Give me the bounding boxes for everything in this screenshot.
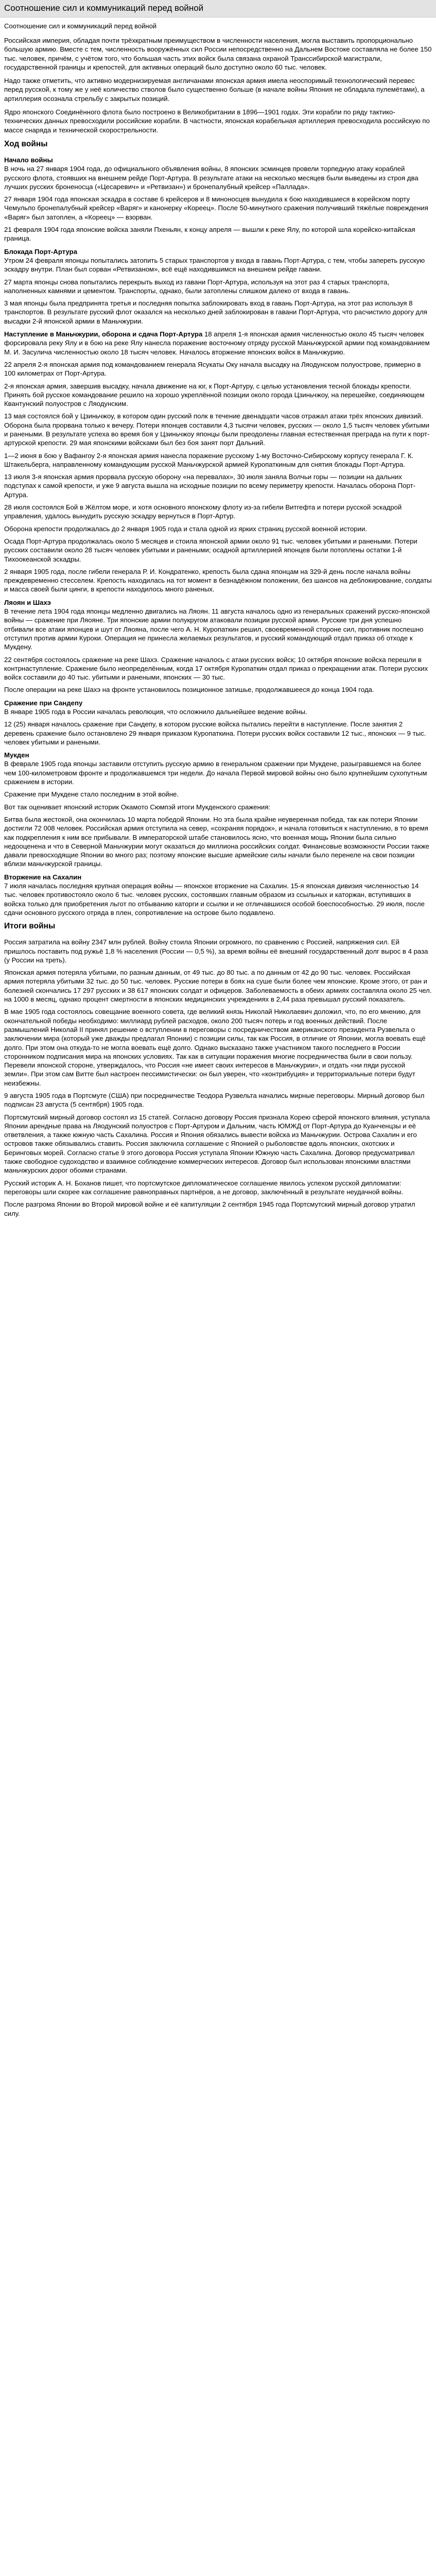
section-heading-results: Итоги войны xyxy=(4,922,56,931)
paragraph: 3 мая японцы была предпринята третья и последняя попытка заблокировать вход в гавань Порт-Артура, на этот раз используя 8 транспортов. В результате русский флот оказался на несколько дней заблокирован в гавани Порт-Артура, что расчистило дорогу для высадки 2-й японской армии в Маньчжурии. xyxy=(4,299,428,325)
paragraph: 21 февраля 1904 года японские войска заняли Пхеньян, к концу апреля — вышли к реке Ялу, по которой шла корейско-китайская граница. xyxy=(4,226,415,243)
paragraph: В январе 1905 года в России началась революция, что осложнило дальнейшее ведение войны. xyxy=(4,708,307,716)
block-mukden xyxy=(4,751,432,869)
block-liaoyang-shahe xyxy=(4,598,432,694)
block-title: Сражение при Сандепу xyxy=(4,699,83,707)
page xyxy=(0,0,436,1218)
section-heading-war: Ход войны xyxy=(4,139,48,148)
paragraph: В феврале 1905 года японцы заставили отступить русскую армию в генеральном сражении при Мукдене, разыгравшемся на более чем 100-километровом фронте и продолжавшемся три недели. До начала Первой мировой войны оно было крупнейшим сухопутным сражением в истории. xyxy=(4,760,427,786)
paragraph: 27 марта японцы снова попытались перекрыть выход из гавани Порт-Артура, используя на этот раз 4 старых транспорта, наполненных камнями и цементом. Транспорты, однако, были затоплены слишком далеко от входа в гавань. xyxy=(4,278,390,295)
paragraph: В ночь на 27 января 1904 года, до официального объявления войны, 8 японских эсминцев провели торпедную атаку кораблей русского флота, стоявших на внешнем рейде Порт-Артура. В результате атаки на несколько месяцев были выведены из строя два лучших русских броненосца («Цесаревич» и «Ретвизан») и бронепалубный крейсер «Паллада». xyxy=(4,165,418,191)
paragraph: 13 июля 3-я японская армия прорвала русскую оборону «на перевалах», 30 июля заняла Волчьи горы — позиции на дальних подступах к самой крепости, и уже 9 августа вышла на исходные позиции по всему периметру крепости. Началась оборона Порт-Артура. xyxy=(4,473,415,499)
paragraph: Русский историк А. Н. Боханов пишет, что портсмутское дипломатическое соглашение явилось успехом русской дипломатии: переговоры шли скорее как соглашение равноправных партнёров, а не договор, заключённый в результате неудачной войны. xyxy=(4,1179,404,1196)
paragraph: 2-я японская армия, завершив высадку, начала движение на юг, к Порт-Артуру, с целью установления тесной блокады крепости. Принять бой русское командование решило на хорошо укреплённой позиции около города Цзиньчжоу, на перешейке, соединяющем Квантунский полуостров с Ляодунским. xyxy=(4,382,425,408)
block-manchuria-offensive xyxy=(4,330,432,594)
block-sakhalin xyxy=(4,873,432,917)
paragraph: 12 (25) января началось сражение при Сандепу, в котором русские войска пытались перейти в наступление. После занятия 2 деревень сражение было остановлено 29 января приказом Куропаткина. Потери русских войск составили 12 тыс., японских — 9 тыс. человек убитыми и ранеными. xyxy=(4,720,426,746)
paragraph: После операции на реке Шахэ на фронте установилось позиционное затишье, продолжавшееся до конца 1904 года. xyxy=(4,686,374,694)
paragraph: 2 января 1905 года, после гибели генерала Р. И. Кондратенко, крепость была сдана японцам на 329-й день после начала войны преждевременно стесселем. Крепость находилась на тот момент в безнадёжном положении, без шансов на деблокирование, солдаты и масса своей были цинги, в крепости находилось много раненых. xyxy=(4,567,432,594)
paragraph: 27 января 1904 года японская эскадра в составе 6 крейсеров и 8 миноносцев вынудила к бою находившиеся в корейском порту Чемульпо бронепалубный крейсер «Варяг» и канонерку «Кореец». После 50-минутного сражения получивший тяжёлые повреждения «Варяг» был затоплен, а «Кореец» — взорван. xyxy=(4,195,428,221)
paragraph: Утром 24 февраля японцы попытались затопить 5 старых транспортов у входа в гавань Порт-Артура, с тем, чтобы запереть русскую эскадру внутри. План был сорван «Ретвизаном», всё ещё находившимся на внешнем рейде гавани. xyxy=(4,256,425,274)
block-title: Начало войны xyxy=(4,156,53,164)
block-title-inline: Наступление в Маньчжурии, оборона и сдача Порт-Артура xyxy=(4,330,203,338)
paragraph: 22 апреля 2-я японская армия под командованием генерала Ясукаты Оку начала высадку на Ляодунском полуострове, примерно в 100 километрах от Порт-Артура. xyxy=(4,360,421,378)
paragraph: В мае 1905 года состоялось совещание военного совета, где великий князь Николай Николаевич доложил, что, по его мнению, для окончательной победы необходимо: миллиард рублей расходов, около 200 тысяч потерь и год военных действий. После размышлений Николай II принял решение о вступлении в переговоры с посредничеством американского президента Рузвельта о заключении мира (который уже дважды предлагал Японии) с позиции силы, так как Россия, в отличие от Японии, могла воевать ещё долго. При этом она откуда-то не могла воевать ещё долго. Однако высказано также участником такого последнего в России сторонником подписания мира на японских условиях. Так как в ситуации поражения многие посредничества были в свои пользу. Перевели японской стороне, утверждалось, что Россия «не имеет своих интересов в Маньчжурии», и отдать «ни пяди русской земли». При этом сам Витте был настроен пессимистически: он был уверен, что «контрибуция» и территориальные потери будут неизбежны. xyxy=(4,1008,426,1087)
paragraph: 13 мая состоялся бой у Цзиньчжоу, в котором один русский полк в течение двенадцати часов отражал атаки трёх японских дивизий. Оборона была прорвана только к вечеру. Потери японцев составили 4,3 тысячи человек, русских — около 1,5 тысяч человек убитыми и ранеными. В результате успеха во время боя у Цзиньчжоу японцы были преодолены главная естественная преграда на пути к порт-артурской крепости. 29 мая японскими войсками был без боя занят порт Дальний. xyxy=(4,412,430,447)
paragraph: Россия затратила на войну 2347 млн рублей. Войну стоила Японии огромного, по сравнению с Россией, напряжения сил. Ей пришлось поставить под ружьё 1,8 % населения (России — 0,5 %), за время войны её внешний государственный долг вырос в 4 раза (у России на треть). xyxy=(4,938,428,964)
paragraph: Битва была жестокой, она окончилась 10 марта победой Японии. Но эта была крайне неуверенная победа, так как потери Японии достигли 72 008 человек. Российская армия отступила на север, «сохраняя порядок», и начала готовиться к наступлению, в то время как подкрепления к ним все прибывали. В императорской штабе становилось ясно, что военная мощь Японии была сильно недооценена и что в Северной Маньчжурии могут оказаться до миллиона российских солдат. Финансовые возможности России также давали превосходящие Японии во много раз; поэтому японские высшие армейские силы начали было перенеле на свои позиции вблизи маньчжурской границы. xyxy=(4,815,429,868)
paragraph: 9 августа 1905 года в Портсмуте (США) при посредничестве Теодора Рузвельта начались мирные переговоры. Мирный договор был подписан 23 августа (5 сентября) 1905 года. xyxy=(4,1091,425,1109)
paragraph: Сражение при Мукдене стало последним в этой войне. xyxy=(4,790,179,799)
block-title: Блокада Порт-Артура xyxy=(4,247,78,256)
paragraph: Японская армия потеряла убитыми, по разным данным, от 49 тыс. до 80 тыс. а по данным от 42 до 90 тыс. человек. Российская армия потеряла убитыми 32 тыс. до 50 тыс. человек. Русские потери в боях на суше были более чем японские. Кроме этого, от ран и болезней скончались 17 297 русских и 38 617 японских солдат и офицеров. Заболеваемость в обеих армиях составляла около 25 чел. на 1000 в месяц, однако процент смертности в японских медицинских учреждениях в 2,44 раза превышал русский показатель. xyxy=(4,969,432,1004)
intro-paragraph: Ядро японского Соединённого флота было построено в Великобритании в 1896—1901 годах. Эти корабли по ряду тактико-технических данных превосходили российские корабли. В частности, японская корабельная артиллерия превосходила российскую по массе снаряда и технической скорострельности. xyxy=(4,108,430,134)
block-port-arthur-blockade xyxy=(4,247,432,326)
intro-paragraph: Российская империя, обладая почти трёхкратным преимуществом в численности населения, могла выставить пропорционально большую армию. Вместе с тем, численность вооружённых сил России непосредственно на Дальнем Востоке составляла не более 150 тыс. человек, причём, с учётом того, что большая часть этих войск была связана охраной Транссибирской магистрали, государственной границы и крепостей, для активных операций было доступно около 60 тыс. человек. xyxy=(4,37,432,71)
page-title: Соотношение сил и коммуникаций перед войной xyxy=(0,0,436,18)
paragraph: 1—2 июня в бою у Вафангоу 2-я японская армия нанесла поражение русскому 1-му Восточно-Сибирскому корпусу генерала Г. К. Штакельберга, направленному командующим русской Маньчжурской армией Куропаткиным для снятия блокады Порт-Артура. xyxy=(4,451,414,468)
paragraph-rest: форсировала реку Ялу и в бою на реке Ялу нанесла поражение восточному отряду русской Маньчжурской армии под командованием М. И. Засулича численностью около 18 тысяч человек. Началось вторжение японских войск в Маньчжурию. xyxy=(4,339,430,356)
intro-section xyxy=(4,36,432,134)
paragraph: После разгрома Японии во Второй мировой войне и её капитуляции 2 сентября 1945 года Портсмутский мирный договор утратил силу. xyxy=(4,1200,415,1217)
paragraph: Вот так оценивает японский историк Окамото Сюмпэй итоги Мукденского сражения: xyxy=(4,803,271,811)
paragraph: Портсмутский мирный договор состоял из 15 статей. Согласно договору Россия признала Корею сферой японского влияния, уступала Японии арендные права на Ляодунский полуостров с Порт-Артуром и Дальним, часть ЮМЖД от Порт-Артура до Куанченцзы и её ответвления, а также южную часть Сахалина. Россия и Япония обязались вывести войска из Маньчжурии. Острова Сахалин и его островов также обязывались ставить. Россия заключила соглашение с Японией о рыболовстве вдоль японских, охотских и Беринговых морей. Согласно статье 9 этого договора Россия уступала Японии Южную часть Сахалина. Договор предусматривал также свободное судоходство и взаимное соблюдение коммерческих интересов. Договор был использован японскими властями маньчжурских дорог обоими странами. xyxy=(4,1113,430,1175)
paragraph: 28 июля состоялся Бой в Жёлтом море, и хотя основного японскому флоту из-за гибели Витгефта и потери русской эскадрой управления, удалось вынудить русскую эскадру вернуться в Порт-Артур. xyxy=(4,503,402,520)
block-war-start xyxy=(4,156,432,243)
results-section xyxy=(4,921,432,1218)
paragraph: В течение лета 1904 года японцы медленно двигались на Ляоян. 11 августа началось одно из генеральных сражений русско-японской войны — сражение при Ляояне. Три японские армии полукругом атаковали позиции русской армии. Русские три дня успешно отбивали все атаки японцев и шут от Ляояна, после чего А. Н. Куропаткин решил, своевременной стороне сил, противник поспешно отступил против армии Куроки. Операция не принесла желаемых результатов, и русский командующий отдал приказ об отходе к Мукдену. xyxy=(4,607,430,651)
block-title: Ляоян и Шахэ xyxy=(4,598,51,606)
paragraph-lead: 18 апреля 1-я японская армия численностью около 45 тысяч человек xyxy=(204,330,424,338)
paragraph: Осада Порт-Артура продолжалась около 5 месяцев и стоила японской армии около 91 тыс. человек убитыми и ранеными. Потери русских составили около 28 тысяч человек убитыми и ранеными; осадной артиллерией японцев были потоплены остатки 1-й Тихоокеанской эскадры. xyxy=(4,537,417,563)
paragraph-with-inline-title xyxy=(4,330,432,357)
page-subtitle: Соотношение сил и коммуникаций перед войной xyxy=(4,22,157,30)
block-title: Вторжение на Сахалин xyxy=(4,873,82,881)
paragraph: Оборона крепости продолжалась до 2 января 1905 года и стала одной из ярких страниц русской военной истории. xyxy=(4,524,368,533)
intro-paragraph: Надо также отметить, что активно модернизируемая англичанами японская армия имела неоспоримый технологический перевес перед русской, к тому же у неё количество стволов было существенно больше (в начале войны Япония не обладала пулемётами), а артиллерия осознала стрельбу с закрытых позиций. xyxy=(4,77,425,103)
war-section xyxy=(4,139,432,917)
paragraph: 22 сентября состоялось сражение на реке Шахэ. Сражение началось с атаки русских войск; 10 октября японские войска перешли в контрнаступление. Сражение было неопределённым, когда 17 октября Куропаткин отдал приказ о прекращении атак. Потери русских войск составили до 40 тыс. убитыми и ранеными, японских — 30 тыс. xyxy=(4,655,428,682)
block-title: Мукден xyxy=(4,751,29,759)
article-content xyxy=(0,18,436,1218)
paragraph: 7 июля началась последняя крупная операция войны — японское вторжение на Сахалин. 15-я японская дивизия численностью 14 тыс. человек противостояло около 6 тыс. человек русских, состоявших главным образом из ссыльных и каторжан, вступивших в войска только для приобретения льгот по отбыванию каторги и ссылки и не отличавшихся особой боеспособностью. 29 июля, после сдачи основного русского отряда в плен, сопротивление на острове было подавлено. xyxy=(4,882,425,917)
block-sandepu xyxy=(4,699,432,747)
